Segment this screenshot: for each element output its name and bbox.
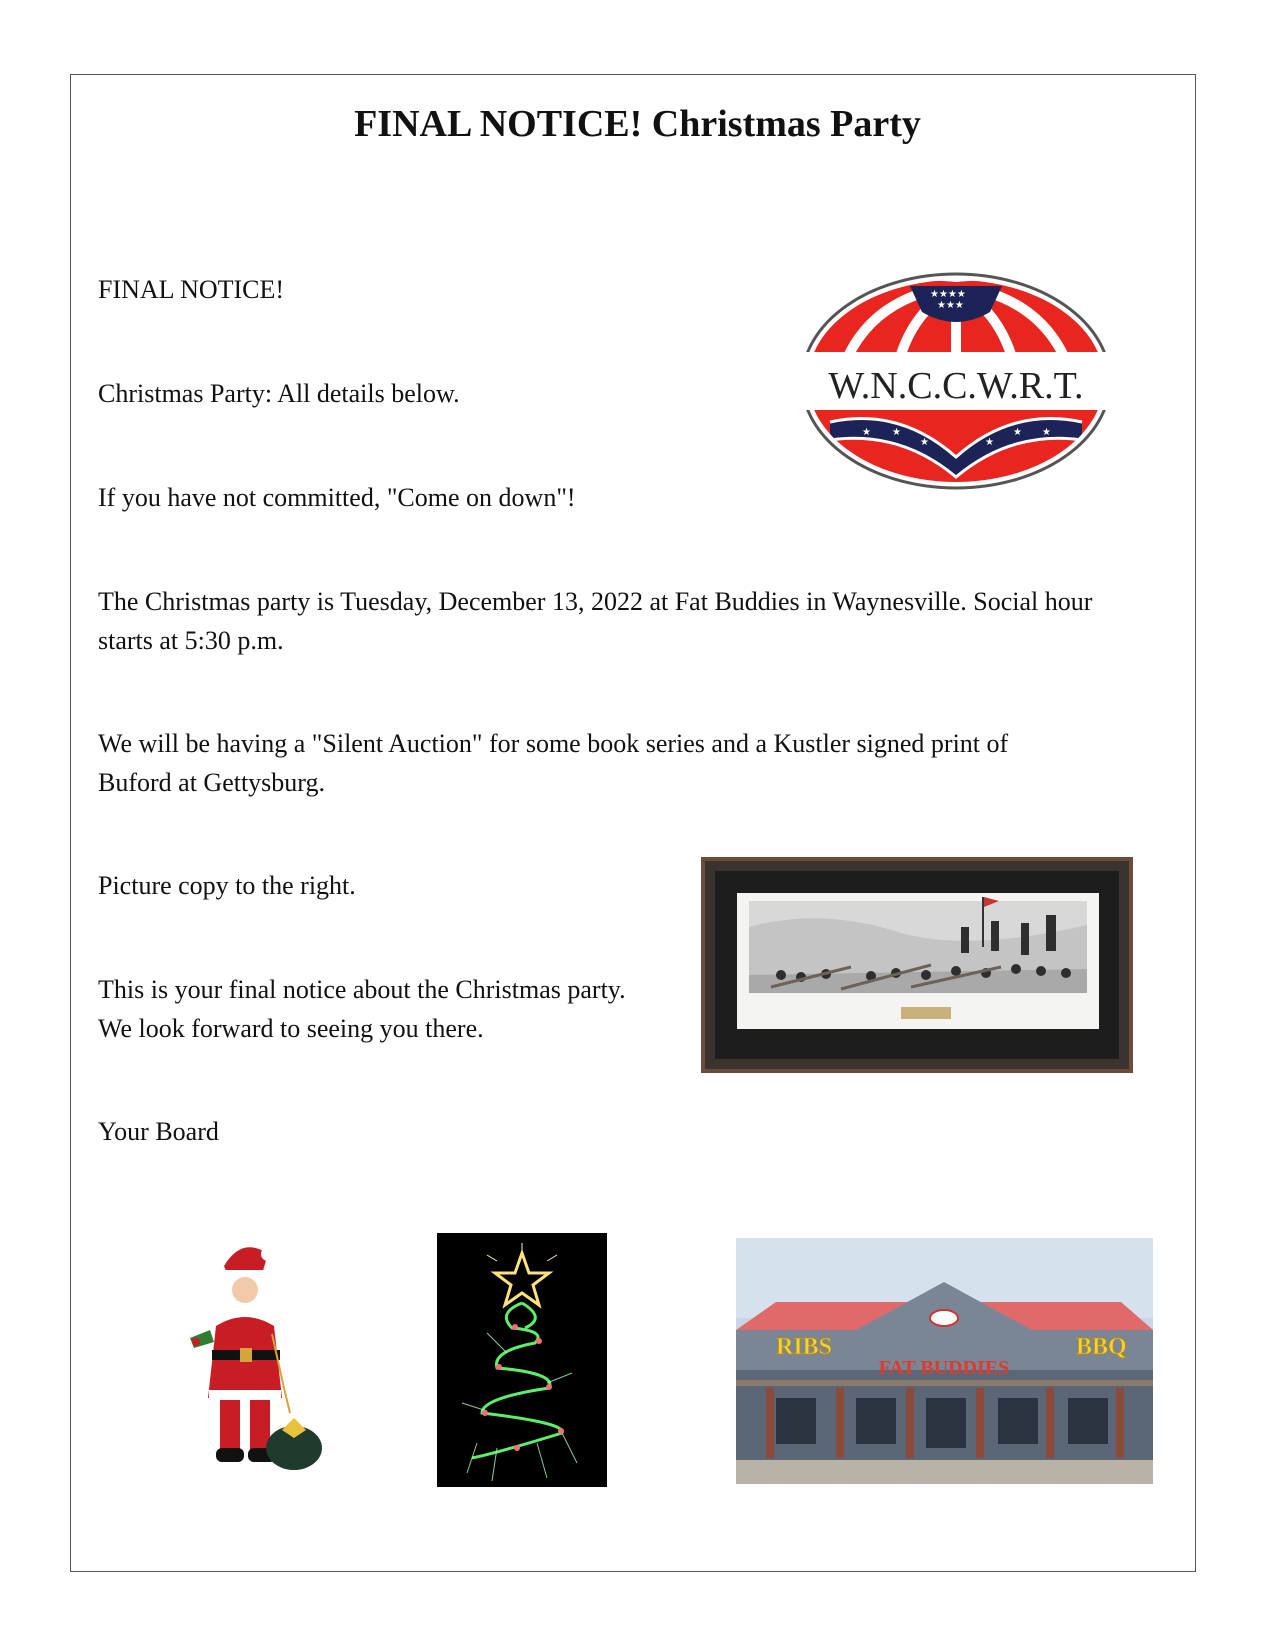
party-details-line-2: starts at 5:30 p.m. bbox=[98, 626, 284, 655]
svg-text:★: ★ bbox=[862, 427, 871, 438]
svg-text:★: ★ bbox=[920, 437, 929, 448]
party-details-paragraph bbox=[98, 582, 1092, 660]
svg-text:★: ★ bbox=[1042, 427, 1051, 438]
store-sign-right: BBQ bbox=[1076, 1334, 1127, 1360]
notice-paragraph: FINAL NOTICE! bbox=[98, 275, 285, 304]
picture-note-paragraph: Picture copy to the right. bbox=[98, 871, 356, 900]
final-notice-paragraph bbox=[98, 970, 626, 1048]
final-notice-line-1: This is your final notice about the Christmas party. bbox=[98, 975, 626, 1004]
svg-text:★: ★ bbox=[985, 437, 994, 448]
santa-figure-image bbox=[172, 1238, 324, 1478]
final-notice-line-2: We look forward to seeing you there. bbox=[98, 1014, 484, 1043]
buford-print-photo bbox=[701, 857, 1133, 1073]
svg-text:★: ★ bbox=[892, 427, 901, 438]
commit-paragraph: If you have not committed, "Come on down"! bbox=[98, 483, 576, 512]
svg-text:★★★★: ★★★★ bbox=[930, 289, 966, 300]
sparkler-tree-image bbox=[437, 1233, 607, 1487]
auction-paragraph bbox=[98, 724, 1008, 802]
auction-line-2: Buford at Gettysburg. bbox=[98, 768, 325, 797]
svg-text:★: ★ bbox=[1013, 427, 1022, 438]
logo-text: W.N.C.C.W.R.T. bbox=[828, 365, 1084, 407]
party-details-line-1: The Christmas party is Tuesday, December 13, 2022 at Fat Buddies in Waynesville. Social hour bbox=[98, 587, 1093, 616]
signature-paragraph: Your Board bbox=[98, 1117, 219, 1146]
store-sign-left: RIBS bbox=[776, 1334, 833, 1360]
wnccwrt-logo bbox=[800, 272, 1112, 490]
store-sign-center: FAT BUDDIES bbox=[878, 1357, 1010, 1379]
page-title: FINAL NOTICE! Christmas Party bbox=[354, 103, 921, 145]
svg-text:★★★: ★★★ bbox=[937, 300, 964, 311]
auction-line-1: We will be having a "Silent Auction" for some book series and a Kustler signed print of bbox=[98, 729, 1009, 758]
fat-buddies-storefront-image bbox=[736, 1238, 1153, 1484]
details-paragraph: Christmas Party: All details below. bbox=[98, 379, 460, 408]
